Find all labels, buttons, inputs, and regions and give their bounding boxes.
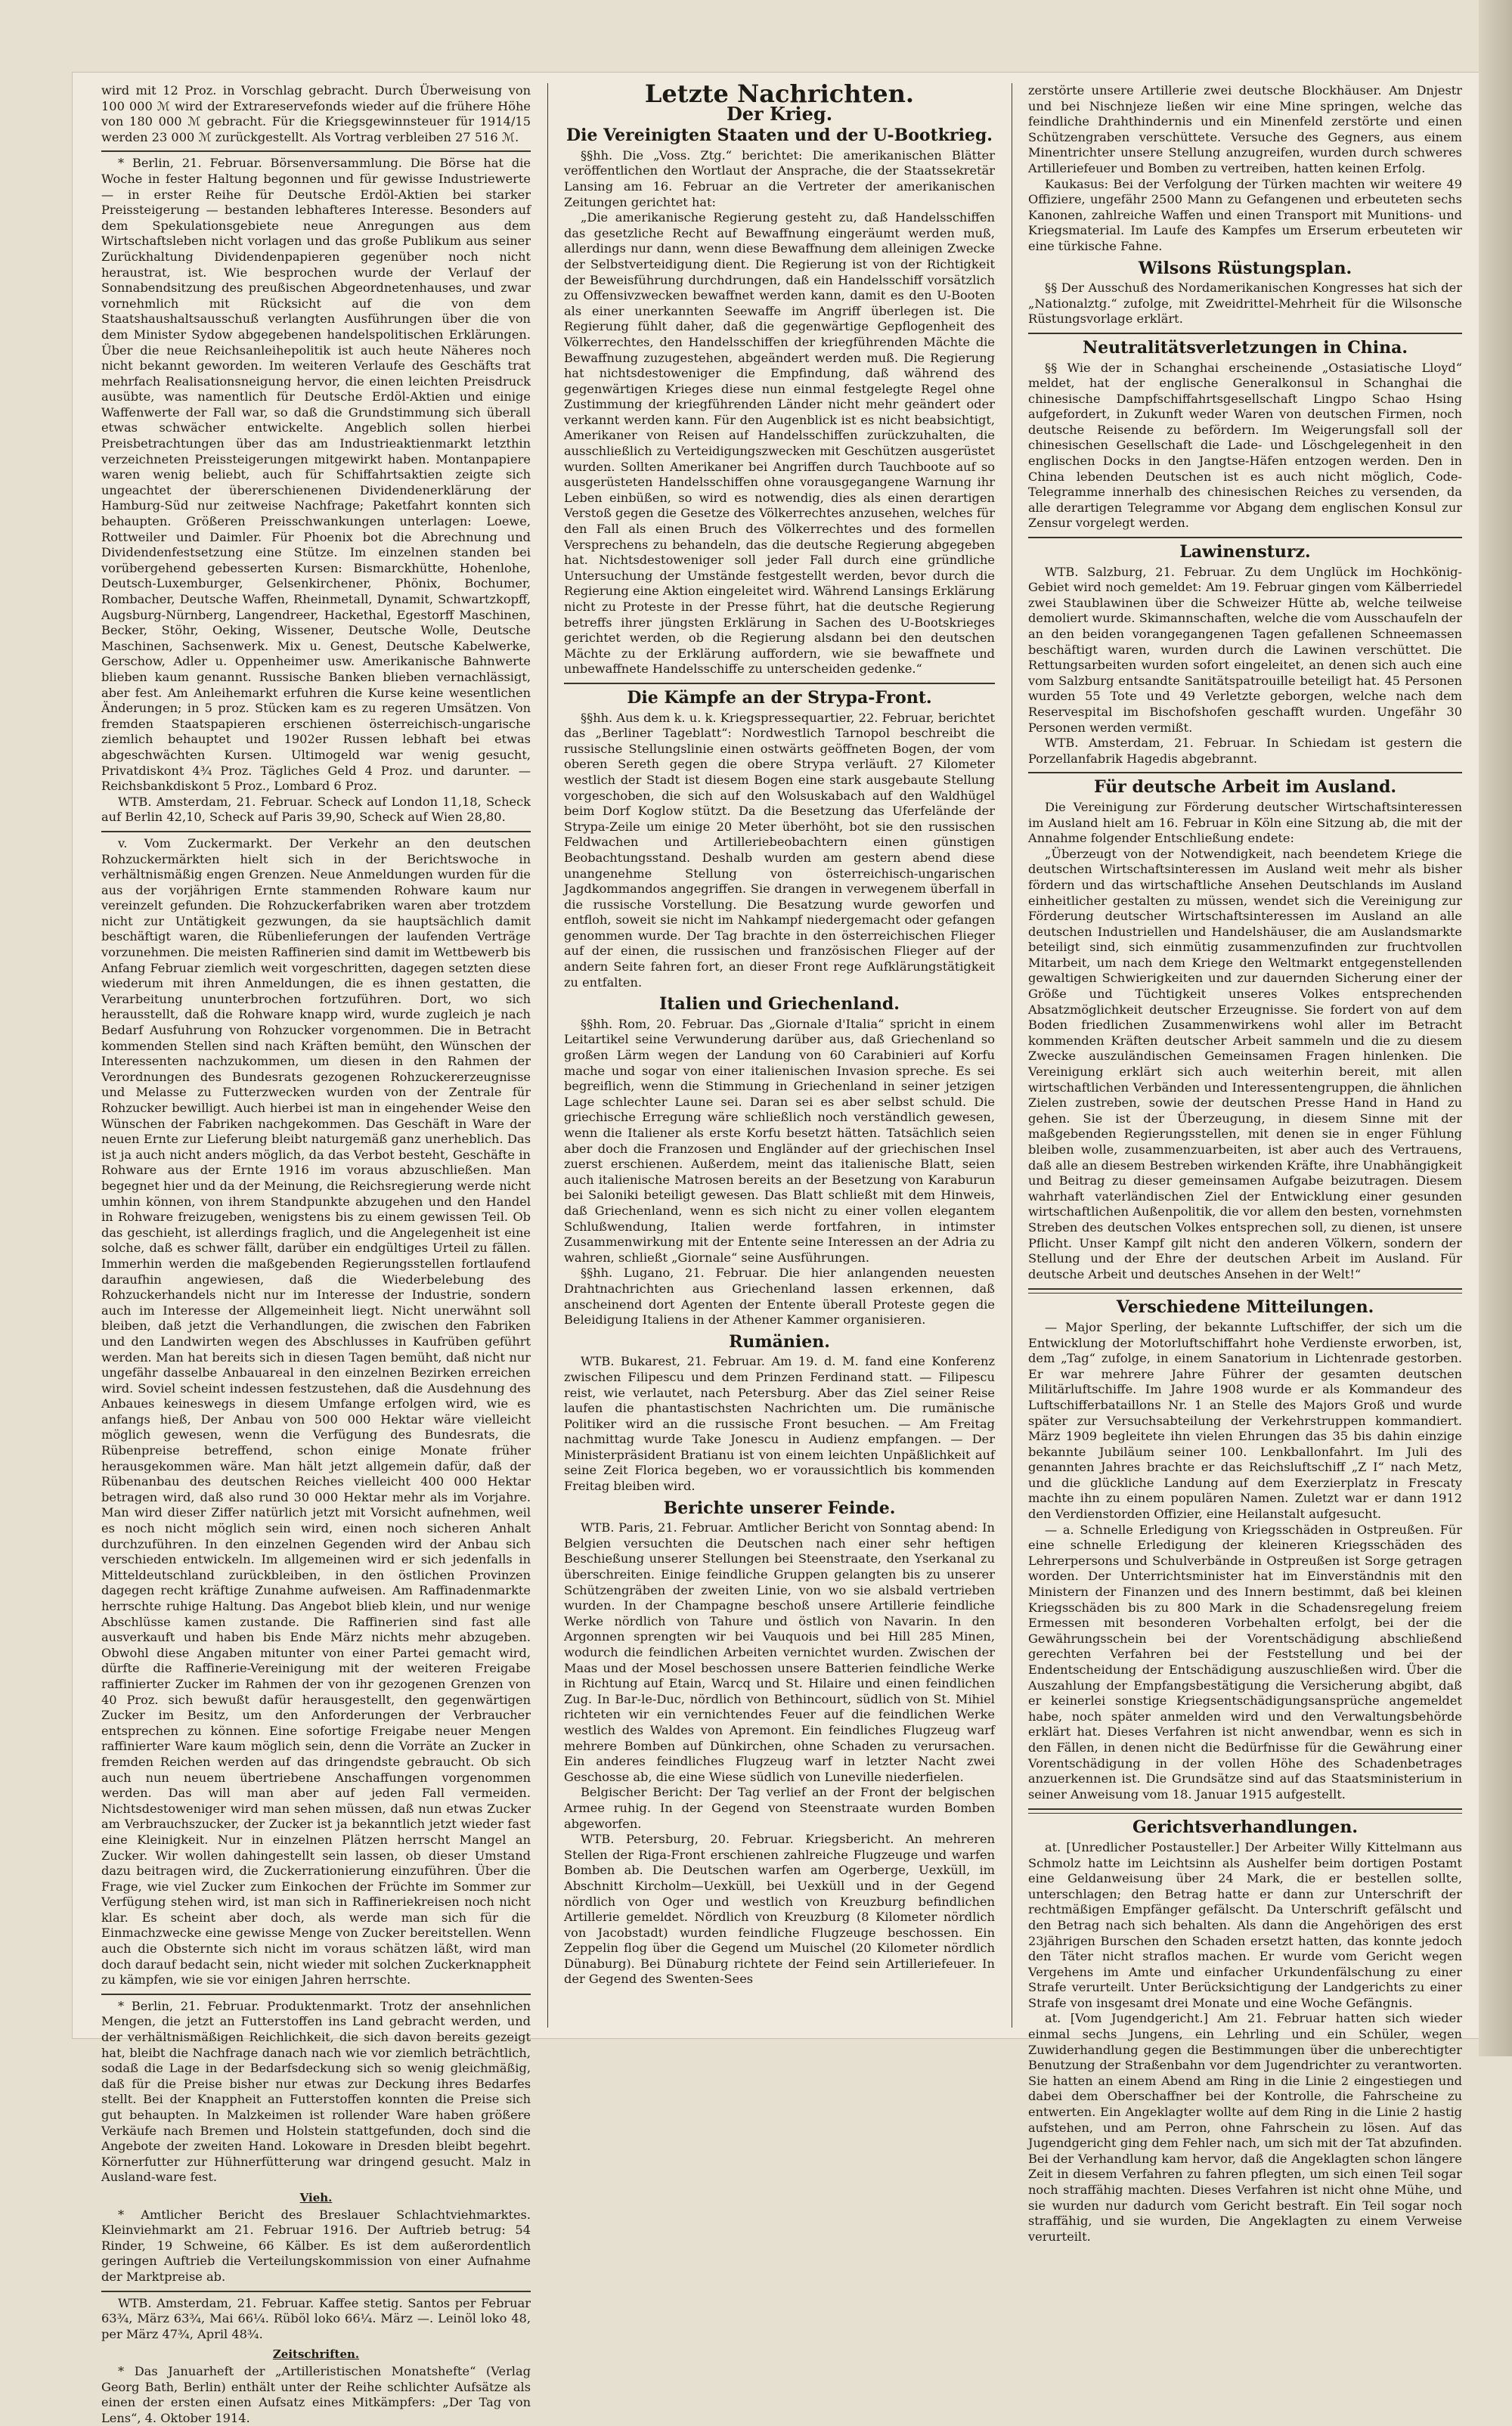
divider <box>1028 537 1462 538</box>
zuckermarkt-paragraph: v. Vom Zuckermarkt. Der Verkehr an den deutschen Rohzuckermärkten hielt sich in der Berichtswoche in verhältnismäßig engen Grenzen. Neue Anmeldungen wurden für die aus der vorjährigen Ernte stammenden Rohware kaum nur vereinzelt gefunden. Die Rohzuckerfabriken waren aber trotzdem nicht zur Untätigkeit gezwungen, da sie hauptsächlich damit beschäftigt waren, die Rübenlieferungen der laufenden Verträge vorzunehmen. Die meisten Raffinerien sind damit im Wettbewerb bis Anfang Februar ziemlich weit vorgeschritten, dagegen setzten diese wiederum mit ihren Anmeldungen, die es ihnen gestatten, die Verarbeitung ununterbrochen fortzuführen. Dort, wo sich herausstellt, daß die Rohware knapp wird, wurde zugleich je nach Bedarf Ausfuhrung von Rohzucker vorgenommen. Die in Betracht kommenden Stellen sind nach Kräften bemüht, den Wünschen der Interessenten nachzukommen, um diesen in den Rahmen der Verordnungen des Bundesrats gezogenen Rohzuckererzeugnisse und Melasse zu Futterzwecken wurden von der Zentrale für Rohzucker bewilligt. Auch hierbei ist man in eingehender Weise den Wünschen der Fabriken nachgekommen. Das Geschäft in Ware der neuen Ernte zur Lieferung bleibt naturgemäß ganz unerheblich. Das ist ja auch nicht anders möglich, da das Verbot besteht, Geschäfte in Rohware aus der Ernte 1916 im voraus abzuschließen. Man begegnet hier und da der Meinung, die Reichsregierung werde nicht umhin können, von ihrem Standpunkte abzugehen und den Handel in Rohware freizugeben, wenigstens bis zu einem gewissen Teil. Ob das geschieht, ist allerdings fraglich, und die Angelegenheit ist eine solche, daß es schwer fällt, darüber ein endgültiges Urteil zu fällen. Immerhin werden die maßgebenden Regierungsstellen fortlaufend daraufhin angewiesen, daß die Wiederbelebung des Rohzuckerhandels nicht nur im Interesse der Industrie, sondern auch im Interesse der Allgemeinheit liegt. Nicht unerwähnt soll bleiben, daß jetzt die Verhandlungen, die zwischen den Fabriken und den Landwirten wegen des Abschlusses in Kaufrüben geführt werden. Man hat bereits sich in diesen Tagen bemüht, daß nicht nur ungefähr dasselbe Anbauareal in den einzelnen Bezirken erreichen wird. Soviel scheint indessen festzustehen, daß die Ausdehnung des Anbaues keineswegs in diesem Umfange erfolgen wird, wie es anfangs hieß, Der Anbau von 500 000 Hektar wäre vielleicht möglich gewesen, wenn die Verfügung des Bundesrats, die Rübenpreise betreffend, schon einige Monate früher herausgekommen wäre. Man hält jetzt allgemein dafür, daß der Rübenanbau des deutschen Reiches vielleicht 400 000 Hektar betragen wird, daß also rund 30 000 Hektar mehr als im Vorjahre. Man wird dieser Ziffer natürlich jetzt mit Vorsicht aufnehmen, weil es noch nicht möglich sein wird, einen noch sicheren Anhalt durchzuführen. In den einzelnen Gegenden wird der Anbau sich verschieden entwickeln. Im allgemeinen wird er sich jedenfalls in Mitteldeutschland zurückbleiben, in den östlichen Provinzen dagegen recht kräftige Zunahme aufweisen. Am Raffinadenmarkte herrschte ruhige Haltung. Das Angebot blieb klein, und nur wenige Abschlüsse kamen zustande. Die Raffinerien sind fast alle ausverkauft und haben bis Ende März nichts mehr abzugeben. Obwohl diese Angaben mitunter von einer Partei gemacht wird, dürfte die Raffinerie-Vereinigung mit der weiteren Freigabe raffinierter Zucker im Rahmen der von ihr gezogenen Grenzen von 40 Proz. sich bewußt dafür herausgestellt, den gegenwärtigen Zucker im Besitz, um den Anforderungen der Verbraucher entsprechen zu können. Eine sofortige Freigabe neuer Mengen raffinierter Ware kaum möglich sein, denn die Vorräte an Zucker in fremden Reichen werden auf das dringendste gebraucht. Ob sich auch nun neuem übertriebene Anschaffungen vorgenommen werden. Das will man aber auf jeden Fall vermeiden. Nichtsdestoweniger wird man sehen müssen, daß nun etwas Zucker am Verbrauchszucker, der Zucker ist ja bekanntlich jetzt wieder fast eine Kleinigkeit. Nur in einzelnen Plätzen herrscht Mangel an Zucker. Wir wollen dahingestellt sein lassen, ob dieser Umstand dazu beitragen wird, die Zuckerrationierung einzuführen. Über die Frage, wie viel Zucker zum Einkochen der Früchte im Sommer zur Verfügung stehen wird, ist man sich in Raffineriekreisen noch nicht klar. Es scheint aber doch, als werde man sich für die Einmachzwecke eine gewisse Menge von Zucker bereitstellen. Wenn auch die Obsternte sich nicht im voraus schätzen läßt, wird man doch darauf bedacht sein, nicht wieder mit solchen Zuckerknappheit zu kämpfen, wie sie vor einigen Jahren herrschte. <box>101 835 531 1988</box>
lawine-heading: Lawinensturz. <box>1179 542 1311 562</box>
paris-paragraph: WTB. Paris, 21. Februar. Amtlicher Bericht von Sonntag abend: In Belgien versuchten die Deutschen nach einer sehr heftigen Beschießung unserer Stellungen bei Steenstraate, den Yserkanal zu überschreiten. Einige feindliche Gruppen gelangten bis zu unserer Schützengräben der zweiten Linie, von wo sie alsbald vertrieben wurden. In der Champagne beschoß unsere Artillerie feindliche Werke nördlich von Tahure und östlich von Navarin. In den Argonnen sprengten wir bei Vauquois und bei Hill 285 Minen, wodurch die feindlichen Arbeiten vernichtet wurden. Zwischen der Maas und der Mosel beschossen unsere Batterien feindliche Werke in Richtung auf Etain, Warcq und St. Hilaire und einen feindlichen Zug. In Bar-le-Duc, nördlich von Bethincourt, südlich von St. Mihiel richteten wir ein vernichtendes Feuer auf die feindlichen Werke westlich des Waldes von Apremont. Ein feindliches Flugzeug warf mehrere Bomben auf Dünkirchen, ohne Schaden zu verursachen. Ein anderes feindliches Flugzeug warf in letzter Nacht zwei Geschosse ab, die eine Wiese südlich von Luneville niederfielen. <box>564 1520 995 1784</box>
lansing-quote-paragraph: „Die amerikanische Regierung gesteht zu, daß Handelsschiffen das gesetzliche Recht auf Bewaffnung eingeräumt werden muß, allerdings nur dann, wenn diese Bewaffnung dem alleinigen Zwecke der Selbstverteidigung dient. Die Regierung ist von der Richtigkeit der Beweisführung durchdrungen, daß ein Handelsschiff vorsätzlich zu Offensivzwecken bewaffnet werden kann, damit es den U-Booten als einer unerkannten Seewaffe im Angriff überlegen ist. Die Regierung fühlt daher, daß die gegenwärtige Gepflogenheit des Völkerrechtes, den Handelsschiffen der kriegführenden Mächte die Bewaffnung zuzugestehen, abgeändert werden muß. Die Regierung hat nichtsdestoweniger die Empfindung, daß während des gegenwärtigen Krieges diese nun einmal festgelegte Regel ohne Zustimmung der kriegführenden Länder nicht mehr geändert oder verkannt werden kann. Für den Augenblick ist es nicht beabsichtigt, Amerikaner von Reisen auf Handelsschiffen zurückzuhalten, die ausschließlich zu Verteidigungszwecken mit Geschützen ausgerüstet wurden. Sollten Amerikaner bei Angriffen durch Tauchboote auf so ausgerüsteten Handelsschiffen ohne vorausgegangene Warnung ihr Leben einbüßen, so wird es notwendig, dies als einen derartigen Verstoß gegen die Gesetze des Völkerrechtes anzusehen, welches für den Fall als einen Bruch des Völkerrechtes und des formellen Versprechens zu behandeln, das die deutsche Regierung abgegeben hat. Nichtsdestoweniger soll jeder Fall durch eine gründliche Untersuchung der Umstände festgestellt werden, bevor durch die Regierung eine Aktion eingeleitet wird. Während Lansings Erklärung nicht zu Proteste in der Presse führt, hat die deutsche Regierung betreffs ihrer jüngsten Erklärung in Sachen des U-Bootskrieges gerichtet werden, ob die Regierung alsdann bei den deutschen Mächte zu der Erklärung auffordern, wie sie bewaffnete und unbewaffnete Handelsschiffe zu unterscheiden gedenke.“ <box>564 210 995 677</box>
salzburg-paragraph: WTB. Salzburg, 21. Februar. Zu dem Unglück im Hochkönig-Gebiet wird noch gemeldet: Am 19. Februar gingen vom Kälberriedel zwei Staublawinen über die Schweizer Hütte ab, welche teilweise demoliert wurde. Skimannschaften, welche die vom Ausschaufeln der an den beiden vorangegangenen Tagen gefallenen Schneemassen beschäftigt waren, wurden durch die Lawinen verschüttet. Die Rettungsarbeiten wurden sofort eingeleitet, an denen sich auch eine vom Salzburg entsandte Sanitätspatrouille beteiligt hat. 45 Personen wurden 55 Tote und 49 Verletzte geborgen, welche nach dem Reservespital im Bischofshofen geschafft wurden. Ungefähr 30 Personen werden vermißt. <box>1028 564 1462 735</box>
rom-paragraph: §§hh. Rom, 20. Februar. Das „Giornale d'Italia“ spricht in einem Leitartikel seine Verwunderung darüber aus, daß Griechenland so großen Lärm wegen der Landung von 60 Carabinieri auf Korfu mache und sogar von einer italienischen Invasion spreche. Es sei begreiflich, wenn die Stimmung in Griechenland in seiner jetzigen Lage schlechter Laune sei. Daran sei es aber selbst schuld. Die griechische Erregung wäre schließlich noch verständlich gewesen, wenn die Italiener als erste Korfu besetzt hätten. Tatsächlich seien aber doch die Franzosen und Engländer auf der griechischen Insel zuerst erschienen. Außerdem, meint das italienische Blatt, seien auch italienische Matrosen bereits an der Besetzung von Karaburun bei Saloniki beteiligt gewesen. Das Blatt schließt mit dem Hinweis, daß Griechenland, wenn es sich nicht zu einer vollen elegantem Schlußwendung, Italien werde fortfahren, in intimster Zusammenwirkung mit der Entente seine Interessen an der Adria zu wahren, schließt „Giornale“ seine Ausführungen. <box>564 1016 995 1265</box>
amsterdam-scheck-paragraph: WTB. Amsterdam, 21. Februar. Scheck auf London 11,18, Scheck auf Berlin 42,10, Scheck auf Paris 39,90, Scheck auf Wien 28,80. <box>101 794 531 825</box>
belgisch-paragraph: Belgischer Bericht: Der Tag verlief an der Front der belgischen Armee ruhig. In der Gegend von Steenstraate wurden Bomben abgeworfen. <box>564 1785 995 1831</box>
usa-heading: Die Vereinigten Staaten und der U-Bootkrieg. <box>566 125 993 146</box>
vereinigung-paragraph: Die Vereinigung zur Förderung deutscher Wirtschaftsinteressen im Ausland hielt am 16. Februar in Köln eine Sitzung ab, die mit der Annahme folgender Entschließung endete: <box>1028 799 1462 846</box>
dividend-paragraph: wird mit 12 Proz. in Vorschlag gebracht. Durch Überweisung von 100 000 ℳ wird der Extrareservefonds wieder auf die frühere Höhe von 180 000 ℳ gebracht. Für die Kriegsgewinnsteuer für 1914/15 werden 23 000 ℳ zurückgestellt. Als Vortrag verbleiben 27 516 ℳ. <box>101 83 531 144</box>
feinde-heading: Berichte unserer Feinde. <box>663 1498 896 1518</box>
boerse-paragraph: * Berlin, 21. Februar. Börsenversammlung. Die Börse hat die Woche in fester Haltung begonnen und für gewisse Industriewerte — in erster Reihe für Deutsche Erdöl-Aktien bei starker Preissteigerung — bestanden lebhafteres Interesse. Besonders auf dem Spekulationsgebiete neue Anregungen aus dem Wirtschaftsleben nicht vorlagen und das große Publikum aus seiner Zurückhaltung Dividendenpapieren gegenüber noch nicht heraustrat, ist. Wie besprochen wurde der Verlauf der Sonnabendsitzung des preußischen Abgeordnetenhauses, und zwar vornehmlich mit Rücksicht auf die von dem Staatshaushaltsausschuß verlangten Ausführungen über die von dem Minister Sydow abgegebenen handelspolitischen Erklärungen. Über die neue Reichsanleihepolitik ist auch heute Näheres noch nicht bekannt geworden. Im weiteren Verlaufe des Geschäfts trat mehrfach Realisationsneigung hervor, die einen leichten Preisdruck ausübte, was namentlich für Deutsche Erdöl-Aktien und einige Waffenwerte der Fall war, so daß die Grundstimmung sich überall etwas schwächer entwickelte. Angeblich sollen hierbei Preisbetrachtungen über das am Industrieaktienmarkt letzthin verzeichneten Preissteigerungen mitgewirkt haben. Montanpapiere waren wenig beliebt, auch für Schiffahrtsaktien zeigte sich ungeachtet der übererschienenen Dividendenerklärung der Hamburg-Süd nur zeitweise Nachfrage; Paketfahrt konnten sich behaupten. Größeren Preisschwankungen unterlagen: Loewe, Rottweiler und Daimler. Für Phoenix bot die Abrechnung und Dividendenfestsetzung eine Stütze. Im einzelnen standen bei vorübergehend gebesserten Kursen: Bismarckhütte, Hohenlohe, Deutsch-Luxemburger, Gelsenkirchener, Phönix, Bochumer, Rombacher, Deutsche Waffen, Rheinmetall, Dynamit, Schwartzkopff, Augsburg-Nürnberg, Langendreer, Hackethal, Egestorff Maschinen, Becker, Stöhr, Oeking, Wissener, Deutsche Wolle, Deutsche Maschinen, Sachsenwerk. Mix u. Genest, Deutsche Kabelwerke, Gerschow, Adler u. Oppenheimer usw. Amerikanische Bahnwerte blieben kaum genannt. Russische Banken blieben vernachlässigt, aber fest. Am Anleihemarkt erfuhren die Kurse keine wesentlichen Änderungen; in 5 proz. Stücken kam es zu regeren Umsätzen. Von fremden Staatspapieren erschienen österreichisch-ungarische ziemlich behauptet und 1902er Russen lebhaft bei etwas abgeschwächten Kursen. Ultimogeld war wenig gesucht, Privatdiskont 4¾ Proz. Tägliches Geld 4 Proz. und darunter. — Reichsbankdiskont 5 Proz., Lombard 6 Proz. <box>101 156 531 794</box>
column-rule <box>547 83 548 2028</box>
zeitschriften-paragraph: * Das Januarheft der „Artilleristischen Monatshefte“ (Verlag Georg Bath, Berlin) enthält unter der Reihe schlichter Aufsätze als einen der ersten einen Aufsatz eines Mitkämpfers: „Der Tag von Lens“, 4. Oktober 1914. <box>101 2363 531 2425</box>
china-paragraph: §§ Wie der in Schanghai erscheinende „Ostasiatische Lloyd“ meldet, hat der englische Generalkonsul in Schanghai die chinesische Dampfschiffahrtsgesellschaft Lingpo Schao Hsing aufgefordert, in Zukunft weder Waren von deutschen Firmen, noch deutsche Reisende zu befördern. Im Weigerungsfall soll der chinesischen Gesellschaft die Lade- und Löschgelegenheit in den englischen Docks in den Jangtse-Häfen entzogen werden. Den in China lebenden Deutschen ist es auch nicht möglich, Code-Telegramme innerhalb des chinesischen Reiches zu versenden, da alle derartigen Telegramme vor Abgang dem englischen Konsul zur Zensur vorgelegt werden. <box>1028 360 1462 531</box>
usa-intro-paragraph: §§hh. Die „Voss. Ztg.“ berichtet: Die amerikanischen Blätter veröffentlichen den Wortlaut der Ansprache, die der Staatssekretär Lansing am 16. Februar an die Vertreter der amerikanischen Zeitungen gerichtet hat: <box>564 147 995 209</box>
divider <box>101 831 531 832</box>
column-middle <box>564 79 995 2028</box>
china-heading: Neutralitätsverletzungen in China. <box>1083 337 1408 358</box>
entschliessung-paragraph: „Überzeugt von der Notwendigkeit, nach beendetem Kriege die deutschen Wirtschaftsinteressen im Ausland weit mehr als bisher fördern und das wirtschaftliche Ansehen Deutschlands im Ausland einheitlicher gestalten zu müssen, wendet sich die Vereinigung zur Förderung deutscher Wirtschaftsinteressen im Ausland an alle deutschen Industriellen und Handelshäuser, die am Auslandsmarkte beteiligt sind, sich einmütig zusammenzufinden zur fruchtvollen Mitarbeit, um nach dem Kriege den Weltmarkt entgegenstellenden gewaltigen Schwierigkeiten und zur dauernden Sicherung einer der Größe und Tüchtigkeit unseres Volkes entsprechenden Absatzmöglichkeit deutscher Erzeugnisse. Sie fordert von auf dem Boden friedlichen Zusammenwirkens wohl aller im Betracht kommenden Kräften deutscher Arbeit sammeln und die zu diesem Zwecke auszuländischen Gemeinsamen Fragen hinlenken. Die Vereinigung erklärt sich auch weiterhin bereit, mit allen wirtschaftlichen Verbänden und Interessentengruppen, die ähnlichen Zielen zustreben, sowie der deutschen Presse Hand in Hand zu gehen. Sie ist der Überzeugung, in diesem Sinne mit der maßgebenden Regierungsstellen, mit denen sie in enger Fühlung bleiben wolle, zusammenzuarbeiten, ist aber auch des Vertrauens, daß alle an diesem Bestreben wirkenden Kräfte, ihre Unabhängigkeit und Beitrag zu dieser gemeinsamen Aufgabe beizutragen. Diesem wahrhaft vaterländischen Ziel der Entwicklung einer gesunden wirtschaftlichen Außenpolitik, die vor allem den besten, vornehmsten Streben des deutschen Volkes entsprechen soll, zu dienen, ist unsere Pflicht. Unser Kampf gilt nicht den anderen Völkern, sondern der Stellung und der Ehre der deutschen Arbeit im Ausland. Für deutsche Arbeit und deutsches Ansehen in der Welt!“ <box>1028 846 1462 1281</box>
divider <box>564 683 995 684</box>
produktenmarkt-paragraph: * Berlin, 21. Februar. Produktenmarkt. Trotz der ansehnlichen Mengen, die jetzt an Futterstoffen ins Land gebracht werden, und der verhältnismäßigen Reichlichkeit, die sich davon bereits gezeigt hat, bleibt die Nachfrage danach nach wie vor ziemlich beträchtlich, sodaß die Lage in der Bedarfsdeckung sich so wenig gleichmäßig, daß für die Preise bisher nur etwas zur Deckung ihres Bedarfes stellt. Bei der Knappheit an Futterstoffen konnten die Preise sich gut behaupten. In Malzkeimen ist rollender Ware haben größere Verkäufe nach Bremen und Holstein stattgefunden, doch sind die Angebote der zweiten Hand. Lokoware in Dresden bleibt begehrt. Körnerfutter zur Hühnerfütterung war dringend gesucht. Malz in Ausland-ware fest. <box>101 1998 531 2185</box>
double-divider <box>1028 1808 1462 1814</box>
column-right <box>1028 83 1462 2244</box>
page-edge <box>1479 0 1512 2056</box>
kaukasus-paragraph: Kaukasus: Bei der Verfolgung der Türken machten wir weitere 49 Offiziere, ungefähr 2500 Mann zu Gefangenen und erbeuteten sechs Kanonen, zahlreiche Waffen und einen Transport mit Munitions- und Kriegsmaterial. Im Laufe des Kampfes um Erserum erbeuteten wir eine türkische Fahne. <box>1028 176 1462 253</box>
arbeit-heading: Für deutsche Arbeit im Ausland. <box>1093 777 1397 798</box>
rumaenien-heading: Rumänien. <box>729 1331 830 1352</box>
schlachtvieh-paragraph: * Amtlicher Bericht des Breslauer Schlachtviehmarktes. Kleinviehmarkt am 21. Februar 1916. Der Auftrieb betrug: 54 Rinder, 19 Schweine, 66 Kälber. Es ist dem außerordentlich geringen Auftrieb die Verteilungskommission von einer Aufnahme der Marktpreise ab. <box>101 2207 531 2284</box>
double-divider <box>1028 1288 1462 1294</box>
newspaper-page <box>73 73 1479 2425</box>
lugano-paragraph: §§hh. Lugano, 21. Februar. Die hier anlangenden neuesten Drahtnachrichten aus Griechenland lassen erkennen, daß anscheinend dort Agenten der Entente überall Proteste gegen die Beleidigung Italiens in der Athener Kammer organisieren. <box>564 1266 995 1328</box>
kaffee-paragraph: WTB. Amsterdam, 21. Februar. Kaffee stetig. Santos per Februar 63¾, März 63¾, Mai 66¼. Rüböl loko 66¼. März —. Leinöl loko 48, per März 47¾, April 48¾. <box>101 2295 531 2341</box>
columns <box>101 79 1462 2425</box>
italien-heading: Italien und Griechenland. <box>659 994 900 1015</box>
wilson-heading: Wilsons Rüstungsplan. <box>1138 258 1352 278</box>
schiedam-paragraph: WTB. Amsterdam, 21. Februar. In Schiedam ist gestern die Porzellanfabrik Hagedis abgebrannt. <box>1028 736 1462 766</box>
artillerie-paragraph: zerstörte unsere Artillerie zwei deutsche Blockhäuser. Am Dnjestr und bei Nischnjeze ließen wir eine Mine springen, welche das feindliche Drahthindernis und ein Minenfeld zerstörte und einen Schützengraben verschüttete. Versuche des Gegners, aus einem Minentrichter unsere Stellung anzugreifen, wurden durch schweres Artilleriefeuer und Bomben zu vertreiben, hatten keinen Erfolg. <box>1028 83 1462 175</box>
column-left <box>101 83 531 2425</box>
vieh-heading: Vieh. <box>299 2190 333 2204</box>
divider <box>1028 333 1462 334</box>
strypa-heading: Die Kämpfe an der Strypa-Front. <box>627 687 932 708</box>
divider <box>101 150 531 152</box>
petersburg-paragraph: WTB. Petersburg, 20. Februar. Kriegsbericht. An mehreren Stellen der Riga-Front erschienen zahlreiche Flugzeuge und warfen Bomben ab. Die Deutschen warfen am Ogerberge, Uexküll, im Abschnitt Kircholm—Uexküll, bei Uexküll und in der Gegend nördlich von Oger und westlich von Kreuzburg befindlichen Artillerie gemeldet. Nördlich von Kreuzburg (8 Kilometer nördlich von Jacobstadt) wurden feindliche Flugzeuge beschossen. Ein Zeppelin flog über die Gegend um Muischel (20 Kilometer nördlich Dünaburg). Bei Dünaburg richtete der Feind sein Artilleriefeuer. In der Gegend des Swenten-Sees <box>564 1832 995 1987</box>
gericht-heading: Gerichtsverhandlungen. <box>1132 1817 1359 1838</box>
main-heading: Letzte Nachrichten. <box>644 79 915 108</box>
strypa-paragraph: §§hh. Aus dem k. u. k. Kriegspressequartier, 22. Februar, berichtet das „Berliner Tageblatt“: Nordwestlich Tarnopol beschreibt die russische Stellungslinie einen ostwärts geöffneten Bogen, der vom oberen Sereth gegen die obere Strypa verläuft. 27 Kilometer westlich der Stadt ist diesem Bogen eine stark ausgebaute Stellung vorgeschoben, die sich auf den Wolsuskabach auf den Waldhügel beim Dorf Koglow stützt. Da die Besetzung das Uferfelände der Strypa-Zeile um einige 20 Meter überhöht, bot sie den russischen Feldwachen und Artilleriebeobachtern einen günstigen Beobachtungsstand. Deshalb wurden am gestern abend diese unangenehme Stellung von österreichisch-ungarischen Jagdkommandos angegriffen. Sie drangen in verwegenem überfall in die russische Vorstellung. Die Besatzung wurde geworfen und entfloh, soweit sie nicht im Nahkampf niedergemacht oder gefangen genommen wurde. Der Tag brachte in den österreichischen Flieger auf der einen, die russischen und französischen Flieger auf der andern Seite fahren fort, an dieser Front rege Aufklärungstätigkeit zu entfalten. <box>564 710 995 990</box>
divider <box>101 1994 531 1995</box>
zeitschriften-heading: Zeitschriften. <box>272 2347 360 2362</box>
jugendgericht-paragraph: at. [Vom Jugendgericht.] Am 21. Februar hatten sich wieder einmal sechs Jungens, ein Lehrling und ein Schüler, wegen Zuwiderhandlung gegen die Bestimmungen über die unberechtigter Benutzung der Straßenbahn vor dem Jugendrichter zu verantworten. Sie hatten an einem Abend am Ring in die Linie 2 eingestiegen und dabei dem Oberschaffner bei der Kontrolle, die Fahrscheine zu entwerten. Ein Angeklagter wollte auf dem Ring in die Linie 2 hastig aufstehen, und am Perron, ohne Fahrschein zu lösen. Auf das Jugendgericht ging dem Fehler nach, um sich mit der Tat abzufinden. Bei der Verhandlung kam hervor, daß die Angeklagten schon längere Zeit in diesem Verfahren zu fahren pflegten, um sich einen Teil sogar noch straffähig machten. Dieses Verfahren ist nicht ohne Mühe, und sie wurden nur dadurch vom Gericht bestraft. Ein Teil sogar noch straffähig, und sie wurden, Die Angeklagten zu einem Verweise verurteilt. <box>1028 2011 1462 2244</box>
ostpreussen-paragraph: — a. Schnelle Erledigung von Kriegsschäden in Ostpreußen. Für eine schnelle Erledigung der kleineren Kriegsschäden des Lehrerpersons und Schulverbände in Ostpreußen ist Sorge getragen worden. Der Unterrichtsminister hat im Einverständnis mit den Ministern der Finanzen und des Innern bestimmt, daß bei kleinen Kriegsschäden bis zu 800 Mark in die Schadensregelung freiem Ermessen mit besonderen Vorbehalten erfolgt, bei der die Gewährungsschein bei der Vorentschädigung abschließend gerechten Verfahren bei der Feststellung und bei der Endentscheidung der Entschädigung auszuschließen wird. Über die Auszahlung der Empfangsbestätigung die Versicherung abgibt, daß er keinerlei sonstige Kriegsentschädigungsansprüche angemeldet habe, noch später anmelden wird und den Verwaltungsbehörde erklärt hat. Dieses Verfahren ist nicht anwendbar, wenn es sich in den Fällen, in denen nicht die Bedürfnisse für die Gewährung einer Vorentschädigung in der vollen Höhe des Schadenbetrages anzuerkennen ist. Die Grundsätze sind auf das Staatsministerium in seiner Anweisung vom 18. Januar 1915 aufgestellt. <box>1028 1522 1462 1802</box>
divider <box>101 2291 531 2292</box>
divider <box>1028 772 1462 773</box>
mitteilungen-heading: Verschiedene Mitteilungen. <box>1116 1297 1374 1318</box>
sperling-paragraph: — Major Sperling, der bekannte Luftschiffer, der sich um die Entwicklung der Motorluftschiffahrt hohe Verdienste erworben, ist, dem „Tag“ zufolge, in einem Sanatorium in Lichtenrade gestorben. Er war mehrere Jahre Führer der gesamten deutschen Militärluftschiffe. Im Jahre 1908 wurde er als Kommandeur des Luftschifferbataillons Nr. 1 an Stelle des Majors Groß und wurde später zur Versuchsabteilung der Verkehrstruppen kommandiert. März 1909 begleitete ihn vielen Ehrungen das 35 bis dahin einzige bekannte Jubiläum seiner 100. Lenkballonfahrt. Im Juli des genannten Jahres brachte er das Reichsluftschiff „Z I“ nach Metz, und die glückliche Landung auf dem Exerzierplatz in Frescaty machte ihn zu einem populären Namen. Zuletzt war er dann 1912 den Verdienstorden Offizier, eine Heilanstalt aufgesucht. <box>1028 1319 1462 1522</box>
wilson-paragraph: §§ Der Ausschuß des Nordamerikanischen Kongresses hat sich der „Nationalztg.“ zufolge, mit Zweidrittel-Mehrheit für die Wilsonsche Rüstungsvorlage erklärt. <box>1028 280 1462 327</box>
bukarest-paragraph: WTB. Bukarest, 21. Februar. Am 19. d. M. fand eine Konferenz zwischen Filipescu und dem Prinzen Ferdinand statt. — Filipescu reist, wie verlautet, nach Petersburg. Aber das Ziel seiner Reise laufen die phantastischsten Nachrichten um. Die rumänische Politiker wird an die russische Front besuchen. — Am Freitag nachmittag wurde Take Jonescu in Audienz empfangen. — Der Ministerpräsident Bratianu ist von einem leichten Unpäßlichkeit auf seine Zeit Florica begeben, wo er voraussichtlich bis kommenden Freitag bleiben wird. <box>564 1354 995 1494</box>
krieg-heading: Der Krieg. <box>726 102 833 125</box>
kittelmann-paragraph: at. [Unredlicher Postausteller.] Der Arbeiter Willy Kittelmann aus Schmolz hatte im Leichtsinn als Aushelfer beim dortigen Postamt eine Geldanweisung über 24 Mark, die er bestellen sollte, unterschlagen; den Betrag hatte er dann zur Unterschrift der rechtmäßigen Empfänger gefälscht. Da Unterschrift gefälscht und den Betrag nach sich behalten. Als dann die Angehörigen des erst 23jährigen Burschen den Schaden ersetzt hatten, das konnte jedoch den Täter nicht straflos machen. Er wurde vom Gericht wegen Vergehens im Amte und einfacher Urkundenfälschung zu einer Strafe verurteilt. Unter Berücksichtigung der Landgerichts zu einer Strafe von insgesamt drei Monate und eine Woche Gefängnis. <box>1028 1839 1462 2010</box>
